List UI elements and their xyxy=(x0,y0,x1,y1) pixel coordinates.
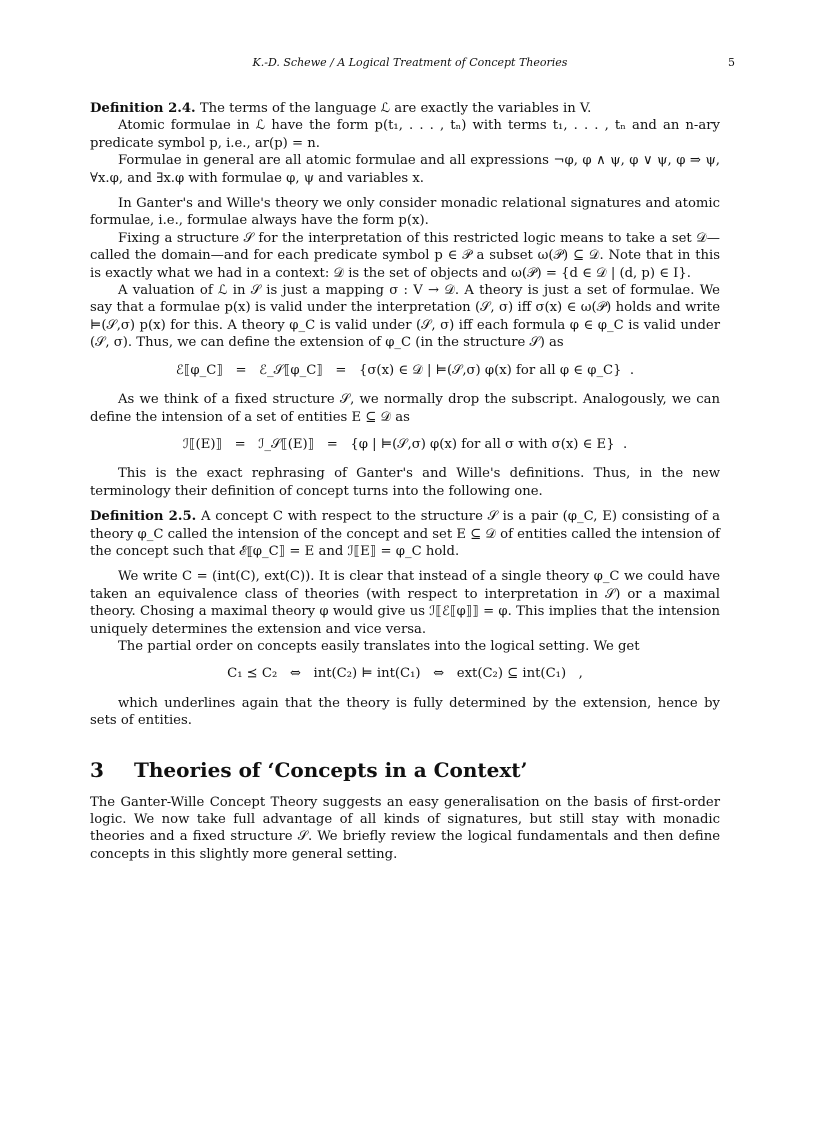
paragraph-rephrasing: This is the exact rephrasing of Ganter's and Wille's definitions. Thus, in the new terminology their definition of concept turns into the following one. xyxy=(90,466,720,499)
definition-2-4-para-2: Atomic formulae in ℒ have the form p(t₁, . . . , tₙ) with terms t₁, . . . , tₙ and an n-ary predicate symbol p, i.e., ar(p) = n. xyxy=(90,118,720,151)
body-text xyxy=(90,100,720,863)
definition-2-5-label: Definition 2.5. xyxy=(90,509,197,525)
equation-intension: ℐ⟦(E)⟧ = ℐ_𝒮⟦(E)⟧ = {φ | ⊨(𝒮,σ) φ(x) for all σ with σ(x) ∈ E} . xyxy=(182,436,628,452)
section-heading xyxy=(90,758,720,782)
paragraph-we-write: We write C = (int(C), ext(C)). It is clear that instead of a single theory φ_C we could have taken an equivalence class of theories (with respect to interpretation in 𝒮) or a maximal theory. Chosing a maximal theory φ would give us ℐ⟦ℰ⟦φ⟧⟧ = φ. This implies that the intension uniquely determines the extension and vice versa. xyxy=(90,569,720,637)
paragraph-partial-order: The partial order on concepts easily translates into the logical setting. We get xyxy=(118,638,640,654)
section-title: Theories of ‘Concepts in a Context’ xyxy=(134,757,528,782)
paragraph-valuation: A valuation of ℒ in 𝒮 is just a mapping σ : V → 𝒟. A theory is just a set of formulae. We say that a formulae p(x) is valid under the interpretation (𝒮, σ) iff σ(x) ∈ ω(𝒫) holds and write ⊨(𝒮,σ) p(x) for this. A theory φ_C is valid under (𝒮, σ) iff each formula φ ∈ φ_C is valid under (𝒮, σ). Thus, we can define the extension of φ_C (in the structure 𝒮) as xyxy=(90,283,720,351)
definition-2-4-para-3: Formulae in general are all atomic formulae and all expressions ¬φ, φ ∧ ψ, φ ∨ ψ, φ ⇒ ψ, ∀x.φ, and ∃x.φ with formulae φ, ψ and variables x. xyxy=(90,153,720,186)
section-number: 3 xyxy=(90,757,104,782)
equation-partial-order: C₁ ⪯ C₂ ⇔ int(C₂) ⊨ int(C₁) ⇔ ext(C₂) ⊆ int(C₁) , xyxy=(227,666,583,682)
page-number: 5 xyxy=(728,56,735,69)
definition-2-4-label: Definition 2.4. xyxy=(90,101,196,116)
equation-extension: ℰ⟦φ_C⟧ = ℰ_𝒮⟦φ_C⟧ = {σ(x) ∈ 𝒟 | ⊨(𝒮,σ) φ(x) for all φ ∈ φ_C} . xyxy=(175,362,635,378)
definition-2-5-para xyxy=(90,508,720,560)
paragraph-underlines: which underlines again that the theory is fully determined by the extension, hence by sets of entities. xyxy=(90,695,720,729)
paragraph-section-intro: The Ganter-Wille Concept Theory suggests an easy generalisation on the basis of first-order logic. We now take full advantage of all kinds of signatures, but still stay with monadic theories and a fixed structure 𝒮. We briefly review the logical fundamentals and then define concepts in this slightly more general setting. xyxy=(90,794,720,862)
paragraph-ganter-wille: In Ganter's and Wille's theory we only consider monadic relational signatures and atomic formulae, i.e., formulae always have the form p(x). xyxy=(90,196,720,229)
running-head: K.-D. Schewe / A Logical Treatment of Concept Theories xyxy=(252,56,568,69)
definition-2-4-text-1: The terms of the language ℒ are exactly the variables in V. xyxy=(199,101,592,116)
paragraph-intension: As we think of a fixed structure 𝒮, we normally drop the subscript. Analogously, we can define the intension of a set of entities E ⊆ 𝒟 as xyxy=(90,392,720,425)
paragraph-structure: Fixing a structure 𝒮 for the interpretation of this restricted logic means to take a set 𝒟—called the domain—and for each predicate symbol p ∈ 𝒫 a subset ω(𝒫) ⊆ 𝒟. Note that in this is exactly what we had in a context: 𝒟 is the set of objects and ω(𝒫) = {d ∈ 𝒟 | (d, p) ∈ I}. xyxy=(90,230,720,281)
definition-2-5-text: A concept C with respect to the structure 𝒮 is a pair (φ_C, E) consisting of a theory φ_C called the intension of the concept and set E ⊆ 𝒟 of entities called the intension of the concept such that ℰ⟦φ_C⟧ = E and ℐ⟦E⟧ = φ_C hold. xyxy=(90,509,721,559)
definition-2-4-para-1 xyxy=(90,100,720,117)
